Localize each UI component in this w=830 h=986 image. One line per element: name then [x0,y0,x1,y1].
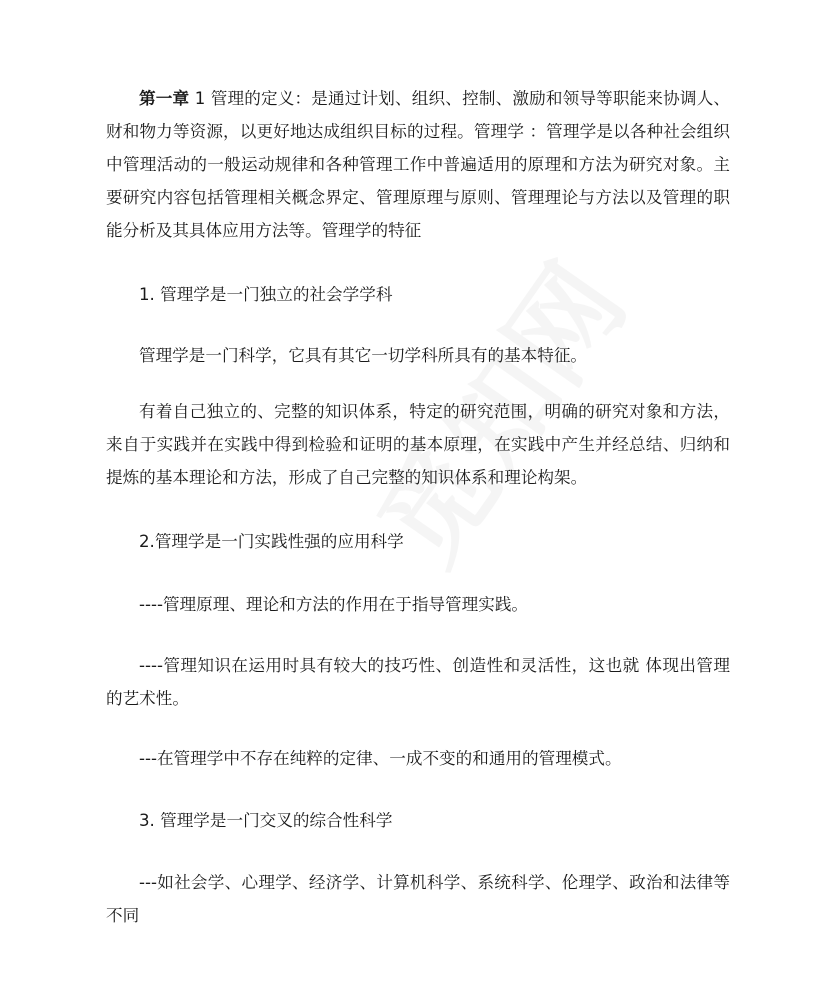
chapter-heading: 第一章 [139,89,190,108]
paragraph: 有着自己独立的、完整的知识体系，特定的研究范围，明确的研究对象和方法，来自于实践并在实践中得到检验和证明的基本原理，在实践中产生并经总结、归纳和提炼的基本理论和方法，形成了自己完整的知识体系和理论构架。 [106,402,730,487]
paragraph: ---如社会学、心理学、经济学、计算机科学、系统科学、伦理学、政治和法律等不同 [106,873,730,925]
paragraph-definition [106,82,730,247]
section-heading-3: 3. 管理学是一门交叉的综合性科学 [139,811,393,830]
paragraph: ----管理知识在运用时具有较大的技巧性、创造性和灵活性，这也就 体现出管理的艺术性。 [106,656,730,708]
section-heading-2: 2.管理学是一门实践性强的应用科学 [139,532,404,551]
paragraph: 管理学是一门科学，它具有其它一切学科所具有的基本特征。 [139,346,588,365]
section-heading-1: 1. 管理学是一门独立的社会学学科 [139,285,393,304]
paragraph: ---在管理学中不存在纯粹的定律、一成不变的和通用的管理模式。 [139,749,622,768]
paragraph-text: 1 管理的定义：是通过计划、组织、控制、激励和领导等职能来协调人、财和物力等资源，以更好地达成组织目标的过程。管理学 ：管理学是以各种社会组织中管理活动的一般运动规律和各种管理工作中普遍适用的原理和方法为研究对象。主要研究内容包括管理相关概念界定、管理原理与原则、管理理论与方法以及管理的职能分析及其具体应用方法等。管理学的特征 [106,89,731,240]
paragraph: ----管理原理、理论和方法的作用在于指导管理实践。 [139,595,529,614]
